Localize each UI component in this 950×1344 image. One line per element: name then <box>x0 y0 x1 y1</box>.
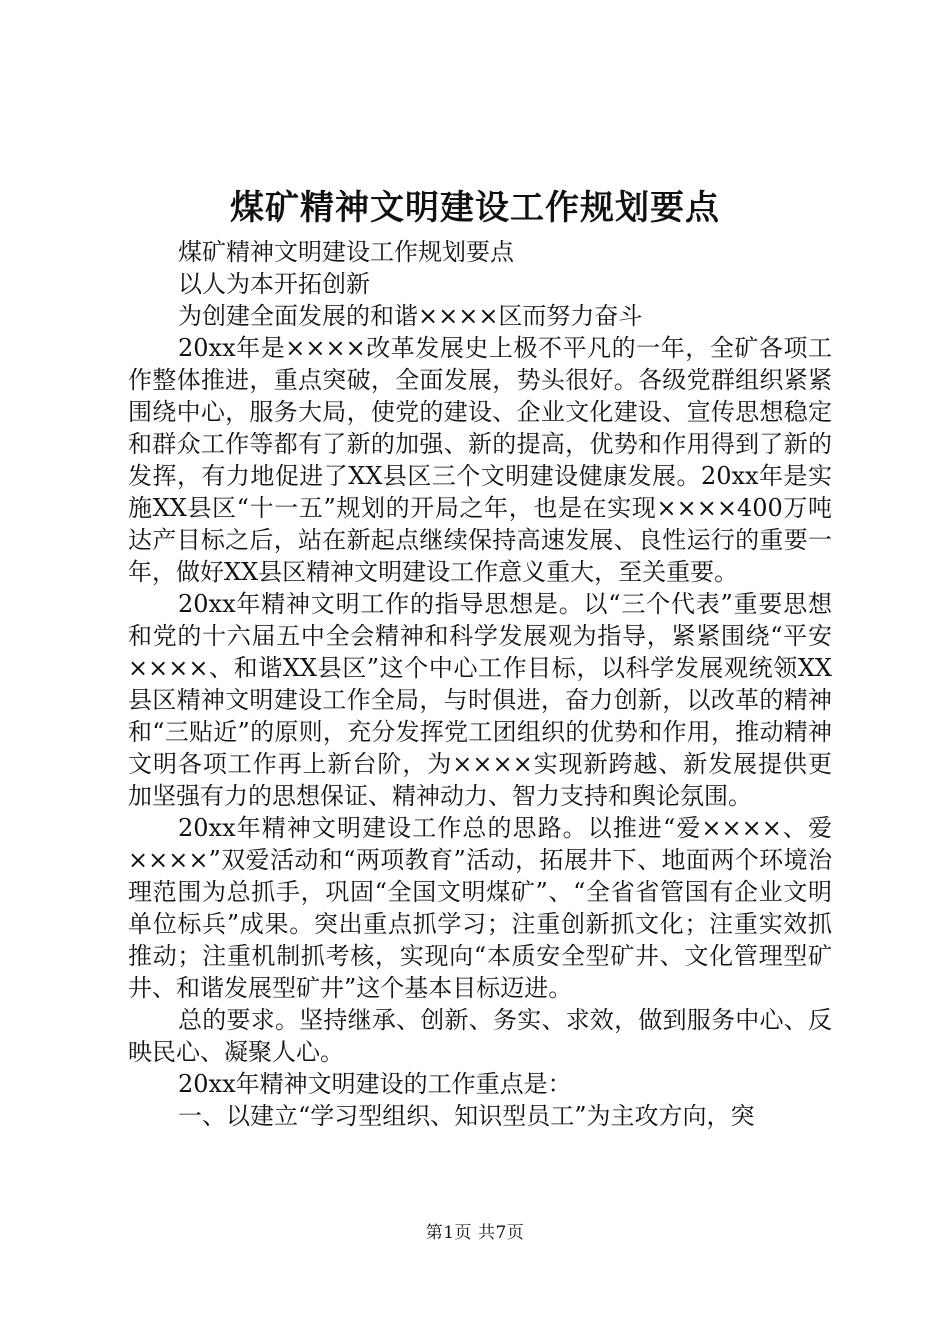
body-paragraph: 20xx年是××××改革发展史上极不平凡的一年，全矿各项工作整体推进，重点突破，全面发展，势头很好。各级党群组织紧紧围绕中心，服务大局，使党的建设、企业文化建设、宣传思想稳定和群众工作等都有了新的加强、新的提高，优势和作用得到了新的发挥，有力地促进了XX县区三个文明建设健康发展。20xx年是实施XX县区“十一五”规划的开局之年，也是在实现××××400万吨达产目标之后，站在新起点继续保持高速发展、良性运行的重要一年，做好XX县区精神文明建设工作意义重大，至关重要。 <box>128 334 832 586</box>
page-number: 第1页 共7页 <box>425 1223 525 1243</box>
document-body <box>128 236 832 1132</box>
subtitle-line: 煤矿精神文明建设工作规划要点 <box>178 238 514 266</box>
document-title: 煤矿精神文明建设工作规划要点 <box>230 188 720 228</box>
body-paragraph: 总的要求。坚持继承、创新、务实、求效，做到服务中心、反映民心、凝聚人心。 <box>128 1006 832 1066</box>
section-heading: 20xx年精神文明建设的工作重点是： <box>178 1070 572 1098</box>
body-paragraph: 20xx年精神文明建设工作总的思路。以推进“爱××××、爱××××”双爱活动和“两项教育”活动，拓展井下、地面两个环境治理范围为总抓手，巩固“全国文明煤矿”、“全省省管国有企业文明单位标兵”成果。突出重点抓学习；注重创新抓文化；注重实效抓推动；注重机制抓考核，实现向“本质安全型矿井、文化管理型矿井、和谐发展型矿井”这个基本目标迈进。 <box>128 814 832 1002</box>
body-paragraph: 一、以建立“学习型组织、知识型员工”为主攻方向，突 <box>178 1102 755 1130</box>
slogan-line: 以人为本开拓创新 <box>178 270 370 298</box>
body-paragraph: 20xx年精神文明工作的指导思想是。以“三个代表”重要思想和党的十六届五中全会精神和科学发展观为指导，紧紧围绕“平安××××、和谐XX县区”这个中心工作目标，以科学发展观统领XX县区精神文明建设工作全局，与时俱进，奋力创新，以改革的精神和“三贴近”的原则，充分发挥党工团组织的优势和作用，推动精神文明各项工作再上新台阶，为××××实现新跨越、新发展提供更加坚强有力的思想保证、精神动力、智力支持和舆论氛围。 <box>128 590 832 810</box>
slogan-line: 为创建全面发展的和谐××××区而努力奋斗 <box>178 302 643 330</box>
